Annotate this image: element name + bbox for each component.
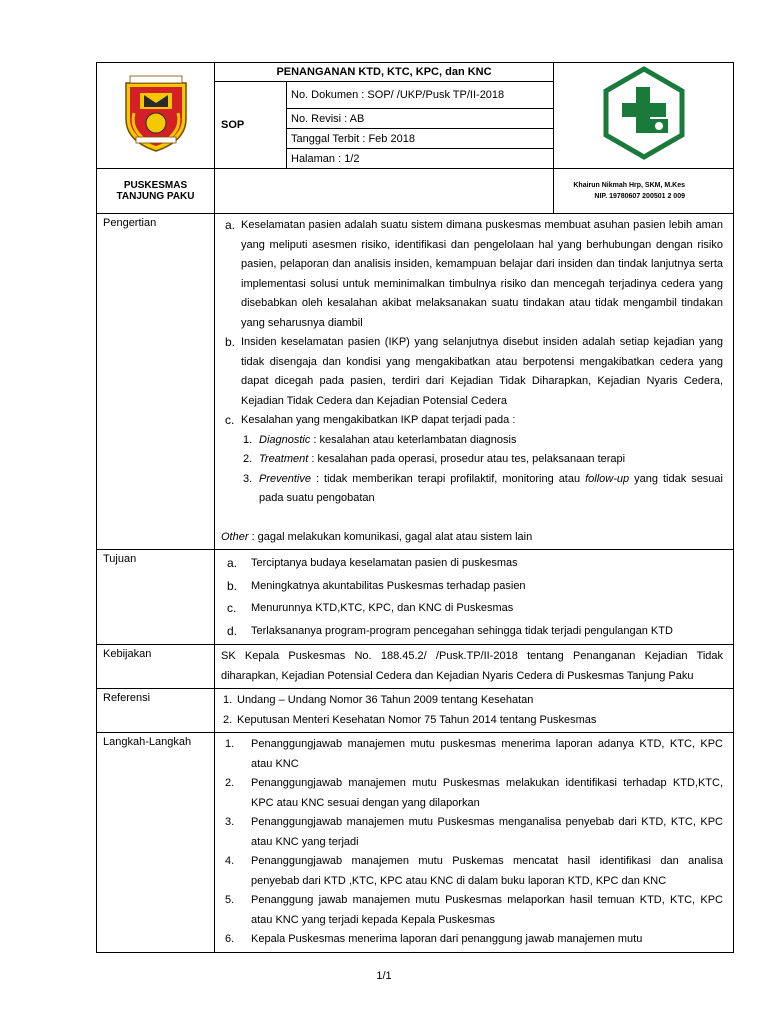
puskesmas-name	[97, 169, 215, 214]
pengertian-item-b: b. Insiden keselamatan pasien (IKP) yang selanjutnya disebut insiden adalah setiap kejadian yang tidak disengaja dan kondisi yang mengakibatkan atau berpotensi mengakibatkan cedera yang dapat dicegah pada pasien, terdiri dari Kejadian Tidak Diharapkan, Kejadian Nyaris Cedera, Kejadian Tidak Cedera dan Kejadian Potensial Cedera	[225, 335, 723, 407]
pengertian-item-c: c. Kesalahan yang mengakibatkan IKP dapat terjadi pada :	[225, 413, 516, 427]
no-revisi: No. Revisi : AB	[287, 109, 554, 129]
langkah-item: 1. Penanggungjawab manajemen mutu puskesmas menerima laporan adanya KTD, KTC, KPC atau KNC	[225, 738, 723, 770]
referensi-item: 2. Keputusan Menteri Kesehatan Nomor 75 Tahun 2014 tentang Puskesmas	[223, 713, 597, 726]
langkah-label: Langkah-Langkah	[97, 733, 215, 953]
pengertian-other: Other : gagal melakukan komunikasi, gagal alat atau sistem lain	[221, 530, 533, 543]
tujuan-item: a. Terciptanya budaya keselamatan pasien di puskesmas	[227, 556, 518, 570]
puskesmas-logo-cell	[554, 63, 734, 169]
langkah-item: 5. Penanggung jawab manajemen mutu Puskesmas melaporkan hasil temuan KTD, KTC, KPC atau KNC yang terjadi kepada Kepala Puskesmas	[225, 894, 723, 926]
pengertian-c2: 2. Treatment : kesalahan pada operasi, prosedur atau tes, pelaksanaan terapi	[243, 453, 626, 465]
city-logo-cell	[97, 63, 215, 169]
langkah-item: 6. Kepala Puskesmas menerima laporan dari penanggung jawab manajemen mutu	[225, 933, 643, 945]
city-emblem-icon	[120, 73, 192, 153]
sop-label: SOP	[215, 82, 287, 169]
tujuan-content	[215, 550, 734, 645]
puskesmas-line2: TANJUNG PAKU	[116, 191, 195, 202]
langkah-item: 3. Penanggungjawab manajemen mutu Puskesmas menganalisa penyebab dari KTD, KTC, KPC atau KNC yang terjadi	[225, 816, 723, 848]
document-title: PENANGANAN KTD, KTC, KPC, dan KNC	[215, 63, 554, 82]
signer-nip: NIP. 19780607 200501 2 009	[594, 193, 685, 200]
pengertian-content	[215, 214, 734, 550]
pengertian-c3: 3. Preventive : tidak memberikan terapi profilaktif, monitoring atau follow-up yang tidak sesuai pada suatu pengobatan	[243, 472, 723, 504]
page-number: 1/1	[376, 970, 392, 982]
halaman: Halaman : 1/2	[287, 149, 554, 169]
pengertian-c1: 1. Diagnostic : kesalahan atau keterlambatan diagnosis	[243, 433, 517, 446]
langkah-item: 4. Penanggungjawab manajemen mutu Puskemas mencatat hasil identifikasi dan analisa penyebab dari KTD ,KTC, KPC atau KNC di dalam buku laporan KTD, KPC dan KNC	[225, 855, 723, 887]
no-dokumen: No. Dokumen : SOP/ /UKP/Pusk TP/II-2018	[287, 82, 554, 109]
tujuan-item: b. Meningkatnya akuntabilitas Puskesmas terhadap pasien	[227, 578, 526, 593]
pengertian-label: Pengertian	[97, 214, 215, 550]
health-cross-icon	[594, 63, 694, 163]
signer-block	[554, 169, 734, 214]
tujuan-item: c. Menurunnya KTD,KTC, KPC, dan KNC di Puskesmas	[227, 601, 514, 615]
langkah-item: 2. Penanggungjawab manajemen mutu Puskesmas melakukan identifikasi terhadap KTD,KTC, KPC atau KNC sesuai dengan yang dilaporkan	[225, 777, 723, 809]
tujuan-label: Tujuan	[97, 550, 215, 645]
tanggal-terbit: Tanggal Terbit : Feb 2018	[287, 129, 554, 149]
signature-space	[215, 169, 554, 214]
referensi-label: Referensi	[97, 689, 215, 733]
puskesmas-line1: PUSKESMAS	[123, 180, 188, 191]
tujuan-item: d. Terlaksananya program-program pencegahan sehingga tidak terjadi pengulangan KTD	[227, 623, 673, 638]
signer-name: Khairun Nikmah Hrp, SKM, M.Kes	[573, 182, 685, 189]
langkah-content	[215, 733, 734, 953]
kebijakan-label: Kebijakan	[97, 645, 215, 689]
sop-document	[96, 62, 733, 953]
referensi-content	[215, 689, 734, 733]
referensi-item: 1. Undang – Undang Nomor 36 Tahun 2009 tentang Kesehatan	[223, 694, 534, 706]
pengertian-item-a: a. Keselamatan pasien adalah suatu sistem dimana puskesmas membuat asuhan pasien lebih aman yang meliputi asesmen risiko, identifikasi dan pengelolaan hal yang berhubungan dengan risiko pasien, pelaporan dan analisis insiden, kemampuan belajar dari insiden dan tindak lanjutnya serta implementasi solusi untuk meminimalkan timbulnya risiko dan mencegah terjadinya cedera yang disebabkan oleh kesalahan akibat melaksanakan suatu tindakan atau tidak mengambil tindakan yang seharusnya diambil	[225, 218, 723, 329]
kebijakan-content: SK Kepala Puskesmas No. 188.45.2/ /Pusk.TP/II-2018 tentang Penanganan Kejadian Tidak diharapkan, Kejadian Potensial Cedera dan Kejadian Nyaris Cedera di Puskesmas Tanjung Paku	[215, 645, 734, 689]
sop-table	[96, 62, 734, 953]
